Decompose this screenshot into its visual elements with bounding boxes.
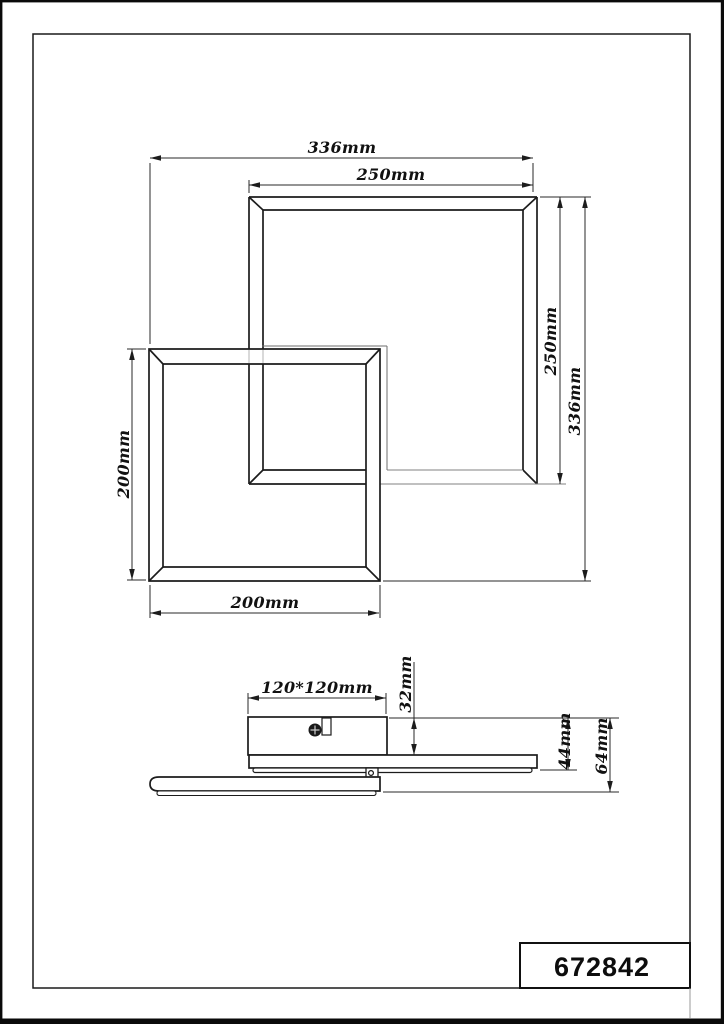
dim-small-frame-height: [114, 349, 146, 580]
dim-canopy-height-label: 32mm: [396, 655, 415, 713]
page-edge-bottom: [0, 1019, 724, 1024]
dim-total-height-label: 64mm: [592, 717, 611, 775]
upper-frame-lip: [253, 768, 532, 773]
dim-canopy-size: [248, 678, 386, 714]
dim-large-frame-width-label: 250mm: [356, 165, 426, 184]
upper-frame-profile: [249, 755, 537, 768]
part-number: 672842: [553, 952, 651, 982]
dim-small-frame-height-label: 200mm: [114, 429, 133, 499]
side-view: [150, 655, 619, 795]
lower-frame-profile: [150, 777, 380, 791]
page-edge-left: [0, 0, 2, 1024]
dim-overall-height-label: 336mm: [565, 366, 584, 436]
dim-large-frame-height-label: 250mm: [541, 306, 560, 376]
dim-canopy-height: [396, 655, 417, 755]
mounting-tab: [322, 718, 331, 735]
dim-small-frame-width: [150, 585, 380, 618]
dim-canopy-plus-frame-label: 44mm: [555, 712, 574, 770]
large-square-frame: [249, 197, 566, 484]
dim-canopy-size-label: 120*120mm: [261, 678, 373, 697]
dim-large-frame-height: [540, 197, 591, 484]
screw-head-icon: [309, 724, 322, 737]
small-square-frame: [149, 349, 380, 581]
top-view: [114, 138, 591, 618]
title-block: [520, 943, 690, 1018]
dim-overall-width-label: 336mm: [307, 138, 377, 157]
page-edge-top: [0, 0, 724, 2]
dim-canopy-plus-frame: [540, 712, 577, 770]
dim-small-frame-width-label: 200mm: [230, 593, 300, 612]
lower-frame-lip: [157, 791, 376, 796]
dim-overall-width: [150, 138, 533, 344]
dim-large-frame-width: [249, 165, 533, 193]
